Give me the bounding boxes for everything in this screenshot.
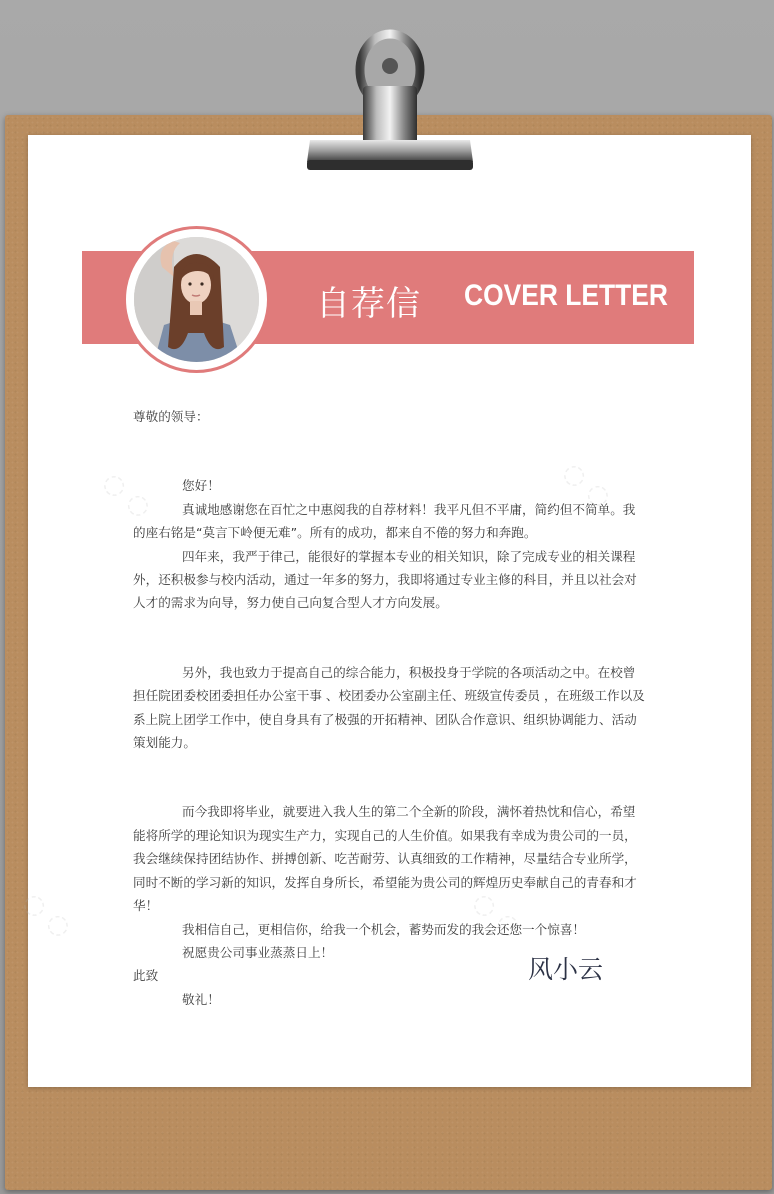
letter-paragraph: 祝愿贵公司事业蒸蒸日上！ [182,944,334,960]
letter-paragraph: 我相信自己，更相信你，给我一个机会，蓄势而发的我会还您一个惊喜！ [182,921,585,937]
letter-paragraph: 真诚地感谢您在百忙之中惠阅我的自荐材料！我平凡但不平庸，简约但不简单。我的座右铭是“莫言下岭便无难”。所有的成功，都来自不倦的努力和奔跑。 [133,501,636,541]
letter-greeting: 您好！ [182,478,220,494]
watermark-mark: ◌ ◌ [556,456,618,514]
spacer [133,451,645,474]
letter-regards: 敬礼！ [182,991,220,1007]
letter-body [133,405,645,1011]
title-english: COVER LETTER [464,279,668,312]
binder-clip-icon [305,28,475,178]
signature: 风小云 [528,955,604,984]
spacer [133,754,645,777]
letter-paragraph: 四年来，我严于律己，能很好的掌握本专业的相关知识，除了完成专业的相关课程外，还积极参与校内活动，通过一年多的努力，我即将通过专业主修的科目，并且以社会对人才的需求为向导，努力使自己向复合型人才方向发展。 [133,548,637,611]
spacer [133,777,645,800]
spacer [133,638,645,661]
avatar [123,226,270,373]
profile-photo [134,237,259,362]
letter-salutation: 尊敬的领导： [133,409,209,424]
letter-closing: 此致 [133,968,159,984]
watermark-mark: ◌ ◌ [16,886,78,944]
title-chinese: 自荐信 [316,284,421,324]
watermark-mark: ◌ ◌ [466,886,528,944]
letter-paragraph: 另外，我也致力于提高自己的综合能力，积极投身于学院的各项活动之中。在校曾担任院团委校团委担任办公室干事 、校团委办公室副主任、班级宣传委员 ，在班级工作以及系上院上团学工作中，使自身具有了极强的开拓精神、团队合作意识、组织协调能力、活动策划能力。 [133,664,645,751]
letter-paragraph: 而今我即将毕业，就要进入我人生的第二个全新的阶段，满怀着热忱和信心，希望能将所学的理论知识为现实生产力，实现自己的人生价值。如果我有幸成为贵公司的一员，我会继续保持团结协作、拼搏创新、吃苦耐劳、认真细致的工作精神，尽量结合专业所学，同时不断的学习新的知识，发挥自身所长，希望能为贵公司的辉煌历史奉献自己的青春和才华！ [133,804,637,914]
spacer [133,615,645,638]
watermark-mark: ◌ ◌ [96,466,158,524]
